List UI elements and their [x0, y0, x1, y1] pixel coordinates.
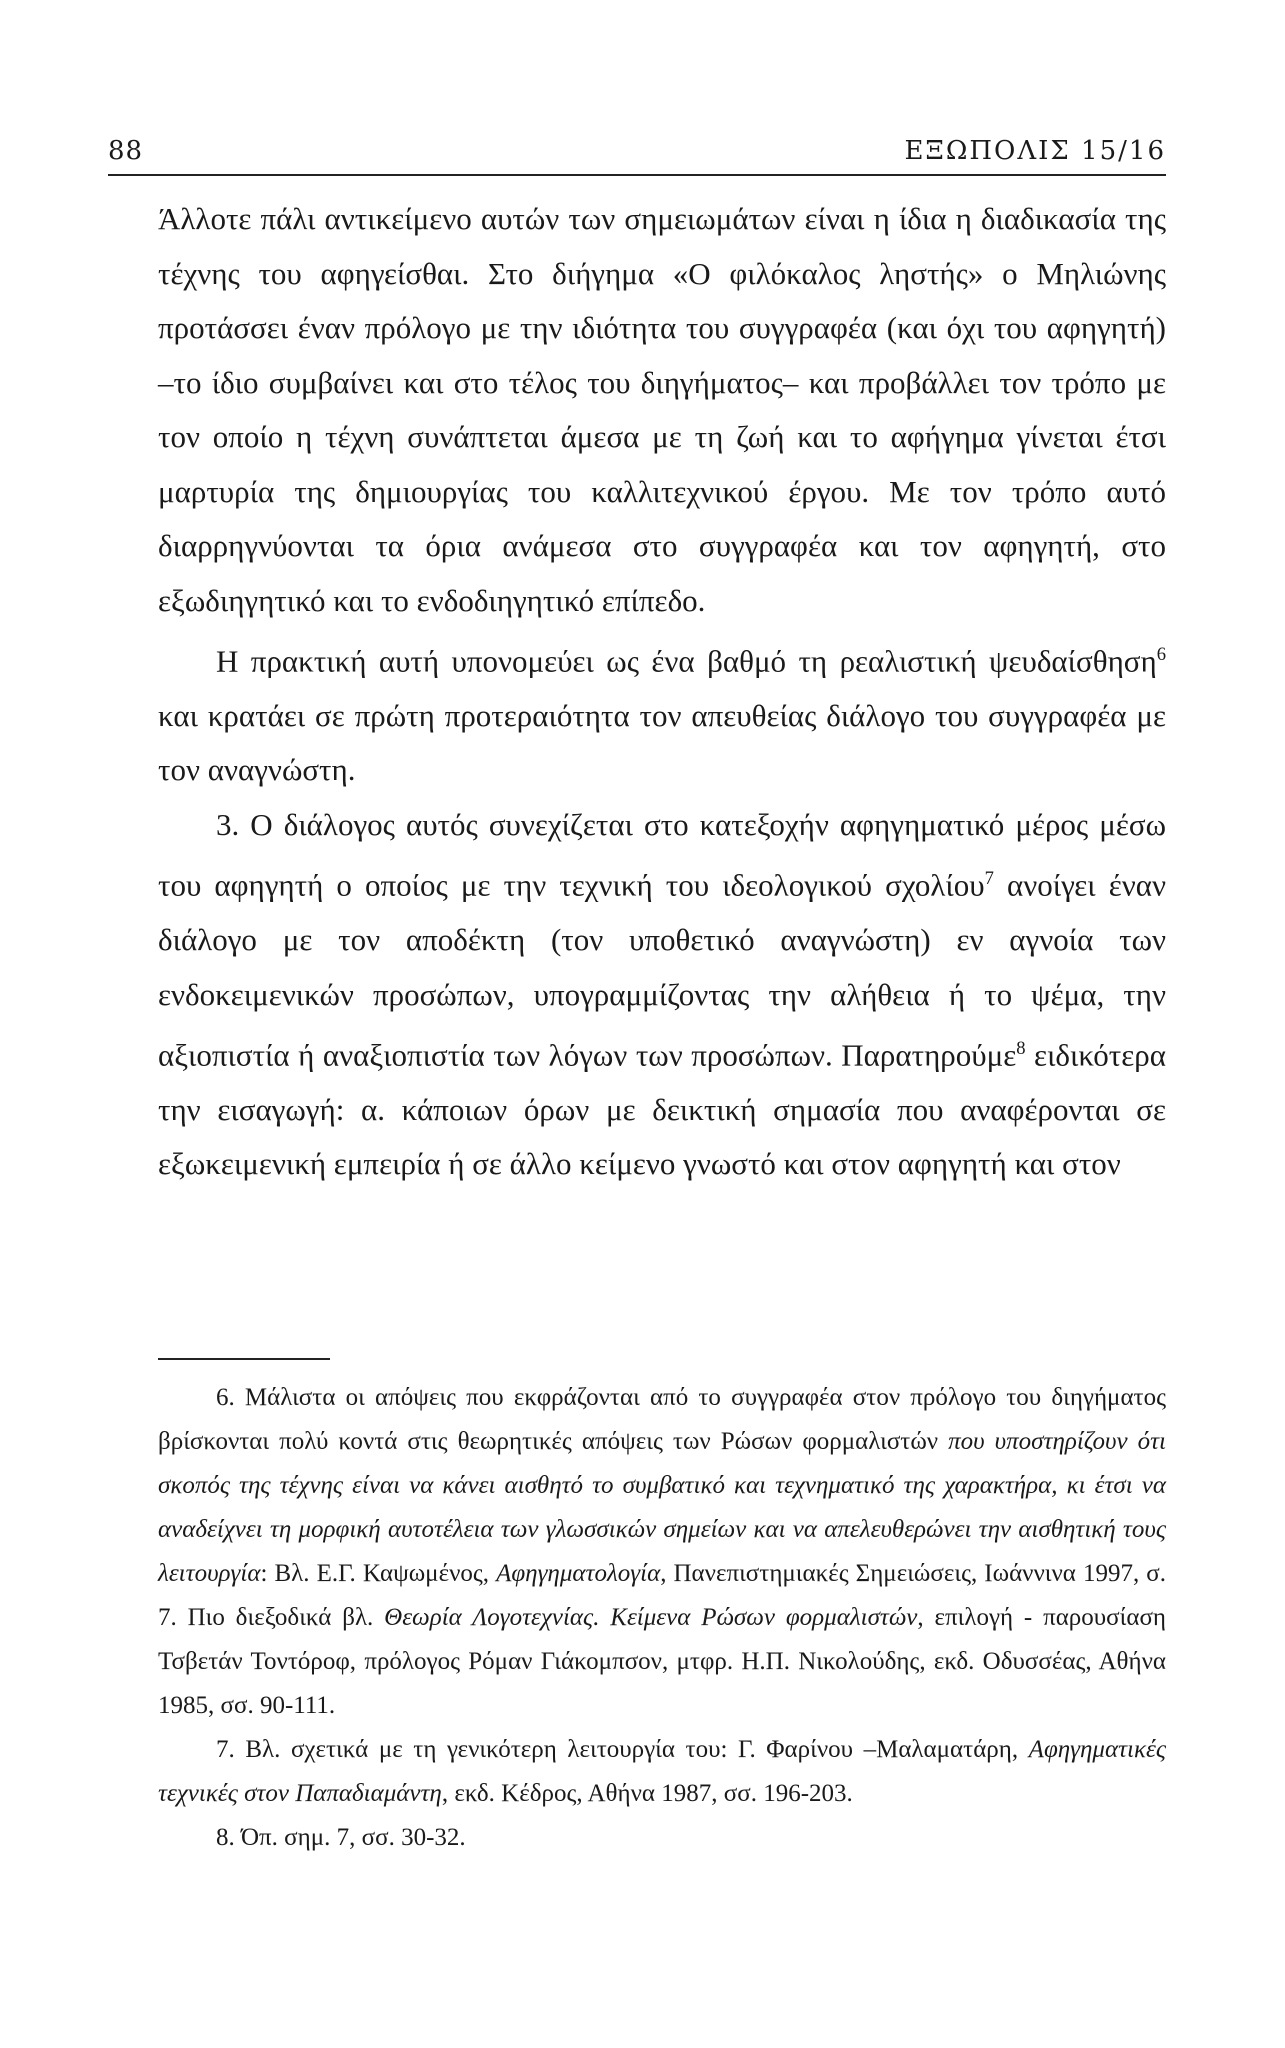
footnote-6: 6. Μάλιστα οι απόψεις που εκφράζονται από το συγγραφέα στον πρόλογο του διηγήματος βρίσκονται πολύ κοντά στις θεωρητικές απόψεις των Ρώσων φορμαλιστών που υποστηρίζουν ότι σκοπός της τέχνης είναι να κάνει αισθητό το συμβατικό και τεχνηματικό της χαρακτήρα, κι έτσι να αναδείχνει τη μορφική αυτοτέλεια των γλωσσικών σημείων και να απελευθερώνει την αισθητική τους λειτουργία: Βλ. Ε.Γ. Καψωμένος, Αφηγηματολογία, Πανεπιστημιακές Σημειώσεις, Ιωάννινα 1997, σ. 7. Πιο διεξοδικά βλ. Θεωρία Λογοτεχνίας. Κείμενα Ρώσων φορμαλιστών, επιλογή - παρουσίαση Τσβετάν Τοντόροφ, πρόλογος Ρόμαν Γιάκομπσον, μτφρ. Η.Π. Νικολούδης, εκδ. Οδυσσέας, Αθήνα 1985, σσ. 90-111. [158, 1384, 1166, 1719]
footnote-ref-6: 6 [1156, 644, 1166, 665]
main-text [158, 192, 1166, 1192]
footnote-7: 7. Βλ. σχετικά με τη γενικότερη λειτουργία του: Γ. Φαρίνου –Μαλαματάρη, Αφηγηματικές τεχνικές στον Παπαδιαμάντη, εκδ. Κέδρος, Αθήνα 1987, σσ. 196-203. [158, 1736, 1166, 1807]
paragraph-3: 3. Ο διάλογος αυτός συνεχίζεται στο κατεξοχήν αφηγηματικό μέρος μέσω του αφηγητή ο οποίος με την τεχνική του ιδεολογικού σχολίου$^7$ ανοίγει έναν διάλογο με τον αποδέκτη (τον υποθετικό αναγνώστη) εν αγνοία των ενδοκειμενικών προσώπων, υπογραμμίζοντας την αλήθεια ή το ψέμα, την αξιοπιστία ή αναξιοπιστία των λόγων των προσώπων. Παρατηρούμε$^8$ ειδικότερα την εισαγωγή: α. κάποιων όρων με δεικτική σημασία που αναφέρονται σε εξωκειμενική εμπειρία ή σε άλλο κείμενο γνωστό και στον αφηγητή και στον [158, 806, 1167, 1182]
paragraph-1: Άλλοτε πάλι αντικείμενο αυτών των σημειωμάτων είναι η ίδια η διαδικασία της τέχνης του αφηγείσθαι. Στο διήγημα «Ο φιλόκαλος ληστής» ο Μηλιώνης προτάσσει έναν πρόλογο με την ιδιότητα του συγγραφέα (και όχι του αφηγητή) –το ίδιο συμβαίνει και στο τέλος του διηγήματος– και προβάλλει τον τρόπο με τον οποίο η τέχνη συνάπτεται άμεσα με τη ζωή και το αφήγημα γίνεται έτσι μαρτυρία της δημιουργίας του καλλιτεχνικού έργου. Με τον τρόπο αυτό διαρρηγνύονται τα όρια ανάμεσα στο συγγραφέα και τον αφηγητή, στο εξωδιηγητικό και το ενδοδιηγητικό επίπεδο. [158, 201, 1166, 618]
running-header-journal: ΕΞΩΠΟΛΙΣ 15/16 [904, 136, 1166, 166]
footnote-8: 8. Όπ. σημ. 7, σσ. 30-32. [216, 1824, 466, 1851]
page-header [108, 128, 1166, 168]
footnote-rule [158, 1358, 330, 1360]
paragraph-2: Η πρακτική αυτή υπονομεύει ως ένα βαθμό τη ρεαλιστική ψευδαίσθηση$^6$ και κρατάει σε πρώτη προτεραιότητα τον απευθείας διάλογο του συγγραφέα με τον αναγνώστη. [158, 643, 1166, 788]
footnote-ref-7: 7 [984, 868, 994, 890]
footnote-ref-8: 8 [1016, 1038, 1026, 1060]
footnotes [158, 1376, 1166, 1860]
header-rule [108, 174, 1166, 176]
page-number: 88 [108, 136, 144, 166]
